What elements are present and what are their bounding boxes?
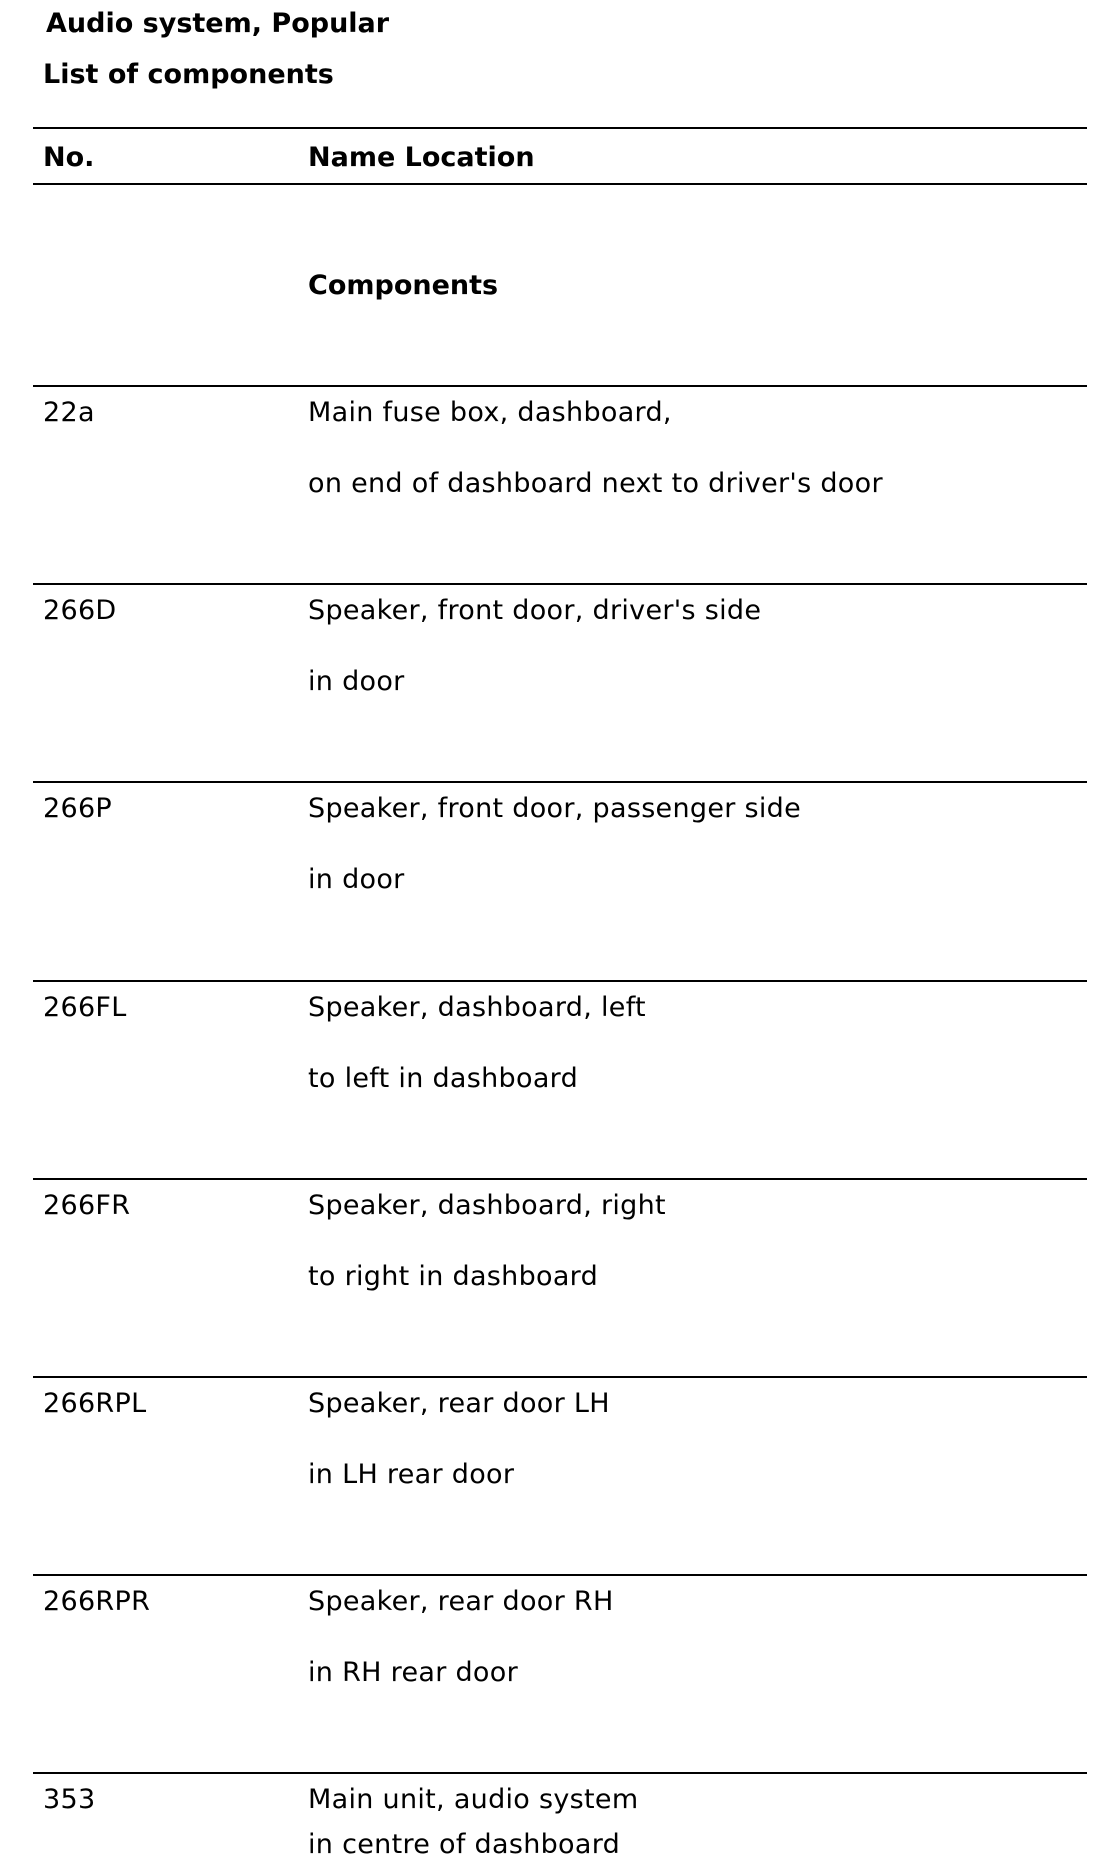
cell-name: Main unit, audio system	[308, 1784, 639, 1815]
cell-number: 266FR	[43, 1190, 131, 1221]
cell-name: Main fuse box, dashboard,	[308, 397, 672, 428]
cell-location: to left in dashboard	[308, 1063, 579, 1094]
section-label: Components	[308, 270, 499, 301]
header-bottom-rule	[33, 183, 1087, 185]
cell-name: Speaker, front door, passenger side	[308, 793, 802, 824]
table-top-rule	[33, 127, 1087, 129]
cell-location: to right in dashboard	[308, 1261, 599, 1292]
row-rule	[33, 980, 1087, 982]
cell-number: 266RPR	[43, 1586, 151, 1617]
row-rule	[33, 1574, 1087, 1576]
cell-number: 266D	[43, 595, 117, 626]
cell-number: 353	[43, 1784, 96, 1815]
cell-name: Speaker, dashboard, left	[308, 992, 646, 1023]
header-name-location: Name Location	[308, 142, 535, 173]
row-rule	[33, 583, 1087, 585]
cell-location: in door	[308, 666, 405, 697]
row-rule	[33, 1178, 1087, 1180]
cell-location: in centre of dashboard	[308, 1829, 621, 1860]
cell-number: 266P	[43, 793, 113, 824]
row-rule	[33, 1772, 1087, 1774]
page-subtitle: List of components	[43, 59, 334, 90]
cell-name: Speaker, rear door RH	[308, 1586, 614, 1617]
row-rule	[33, 781, 1087, 783]
row-rule	[33, 385, 1087, 387]
cell-name: Speaker, dashboard, right	[308, 1190, 666, 1221]
cell-location: on end of dashboard next to driver's door	[308, 468, 883, 499]
cell-location: in door	[308, 864, 405, 895]
cell-name: Speaker, rear door LH	[308, 1388, 610, 1419]
header-no: No.	[43, 142, 95, 173]
cell-location: in RH rear door	[308, 1657, 518, 1688]
page-title: Audio system, Popular	[46, 8, 390, 39]
cell-name: Speaker, front door, driver's side	[308, 595, 762, 626]
cell-number: 266RPL	[43, 1388, 147, 1419]
row-rule	[33, 1376, 1087, 1378]
cell-number: 22a	[43, 397, 95, 428]
cell-number: 266FL	[43, 992, 127, 1023]
cell-location: in LH rear door	[308, 1459, 515, 1490]
